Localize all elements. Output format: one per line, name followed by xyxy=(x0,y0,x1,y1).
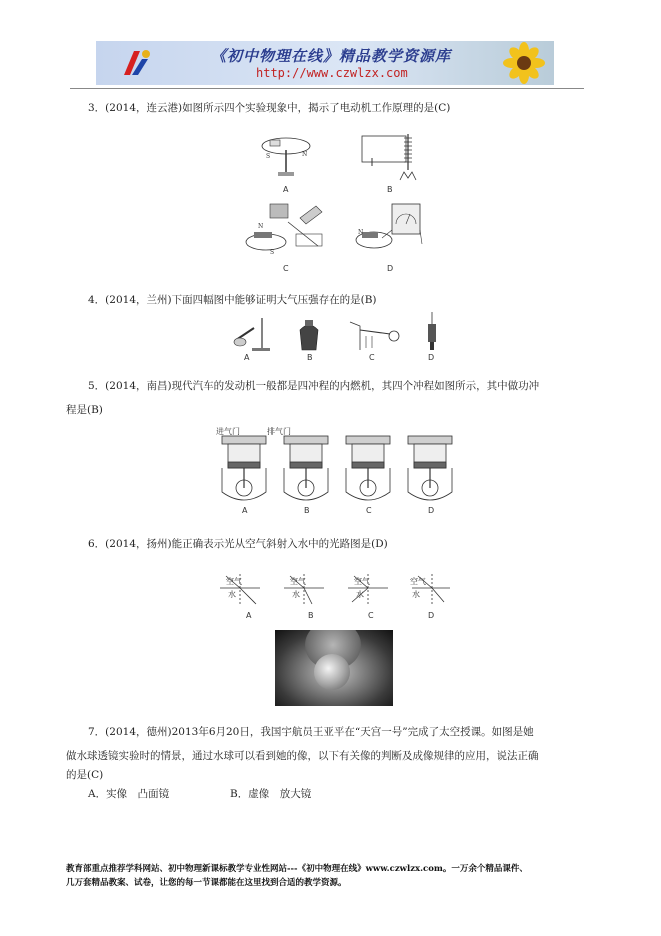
q3-label-b: B xyxy=(387,185,393,194)
question-7 xyxy=(88,724,534,740)
q5-exhaust-valve-label: 排气门 xyxy=(267,427,291,436)
q4-label-d: D xyxy=(428,353,435,362)
question-number: 5．(2014， xyxy=(88,380,147,392)
svg-text:N: N xyxy=(358,229,364,236)
question-7-line-2: 做水球透镜实验时的情景，通过水球可以看到她的像，以下有关像的判断及成像规律的应用，说法正确 xyxy=(66,750,539,762)
question-source: 兰州 xyxy=(146,294,168,306)
header-rule xyxy=(70,88,584,89)
svg-text:S: S xyxy=(270,249,275,256)
q6-label-b: B xyxy=(308,611,314,620)
svg-text:S: S xyxy=(266,153,271,160)
question-4 xyxy=(88,292,377,308)
water-ball-photo xyxy=(275,630,393,706)
q5-engine-figures xyxy=(218,434,464,506)
q4-label-c: C xyxy=(369,353,375,362)
question-answer: (D) xyxy=(371,538,388,550)
question-6 xyxy=(88,536,388,552)
question-5-line-2: 程是(B) xyxy=(66,404,103,416)
footer-line-1: 教育部重点推荐学科网站、初中物理新课标教学专业性网站---《初中物理在线》www.czwlzx.com。一万余个精品课件、 xyxy=(66,864,528,874)
q3-label-c: C xyxy=(283,264,289,273)
q6-air-label-d: 空气 xyxy=(410,577,426,586)
q4-figure-a xyxy=(232,316,272,352)
question-text: )能正确表示光从空气斜射入水中的光路图是 xyxy=(167,538,372,550)
q6-water-label-d: 水 xyxy=(412,590,420,599)
q6-air-label-c: 空气 xyxy=(354,577,370,586)
question-5 xyxy=(88,378,539,394)
q6-air-label-b: 空气 xyxy=(290,577,306,586)
q6-water-label-c: 水 xyxy=(356,590,364,599)
q3-label-d: D xyxy=(387,264,394,273)
q6-water-label-b: 水 xyxy=(292,590,300,599)
question-text: )现代汽车的发动机一般都是四冲程的内燃机，其四个冲程如图所示，其中做功冲 xyxy=(167,380,540,392)
water-ball xyxy=(314,654,350,690)
question-text: )下面四幅图中能够证明大气压强存在的是 xyxy=(167,294,361,306)
svg-text:N: N xyxy=(258,223,264,230)
svg-text:N: N xyxy=(302,151,308,158)
footer-line-2: 几万套精品教案、试卷，让您的每一节课都能在这里找到合适的教学资源。 xyxy=(66,878,347,888)
q6-label-a: A xyxy=(246,611,252,620)
question-number: 7．(2014， xyxy=(88,726,147,738)
q4-figure-c xyxy=(346,316,404,352)
q4-label-b: B xyxy=(307,353,313,362)
q6-label-d: D xyxy=(428,611,435,620)
q6-water-label-a: 水 xyxy=(228,590,236,599)
question-source: 南昌 xyxy=(146,380,168,392)
banner-url[interactable]: http://www.czwlzx.com xyxy=(256,66,408,80)
question-number: 6．(2014， xyxy=(88,538,147,550)
question-source: 德州 xyxy=(146,726,168,738)
question-text: )如图所示四个实验现象中，揭示了电动机工作原理的是 xyxy=(178,102,435,114)
q5-intake-valve-label: 进气门 xyxy=(216,427,240,436)
q4-figure-d xyxy=(424,312,440,352)
site-logo-icon xyxy=(118,47,154,79)
question-answer: (C) xyxy=(434,102,451,114)
question-7-line-3: 的是(C) xyxy=(66,769,104,781)
option-b: B．虚像 放大镜 xyxy=(230,788,312,800)
question-3 xyxy=(88,100,450,116)
question-text: )2013年6月20日，我国宇航员王亚平在“天宫一号”完成了太空授课。如图是她 xyxy=(167,726,534,738)
q4-figure-b xyxy=(294,316,324,352)
question-source: 连云港 xyxy=(146,102,178,114)
sunflower-icon xyxy=(490,41,550,85)
q3-figure-d xyxy=(352,200,432,262)
q5-label-c: C xyxy=(366,506,372,515)
banner-title: 《初中物理在线》精品教学资源库 xyxy=(211,47,452,65)
q6-air-label-a: 空气 xyxy=(226,577,242,586)
option-a: A．实像 凸面镜 xyxy=(88,788,170,800)
question-number: 4．(2014， xyxy=(88,294,147,306)
q3-figure-a xyxy=(256,130,316,182)
question-source: 扬州 xyxy=(146,538,168,550)
q5-label-d: D xyxy=(428,506,435,515)
q3-figure-b xyxy=(358,130,422,186)
q3-label-a: A xyxy=(283,185,289,194)
q5-label-a: A xyxy=(242,506,248,515)
q6-label-c: C xyxy=(368,611,374,620)
question-number: 3．(2014， xyxy=(88,102,147,114)
header-banner xyxy=(96,41,554,85)
page-footer xyxy=(66,862,606,890)
q5-label-b: B xyxy=(304,506,310,515)
q4-label-a: A xyxy=(244,353,250,362)
question-answer: (B) xyxy=(360,294,377,306)
q3-figure-c xyxy=(240,200,330,262)
